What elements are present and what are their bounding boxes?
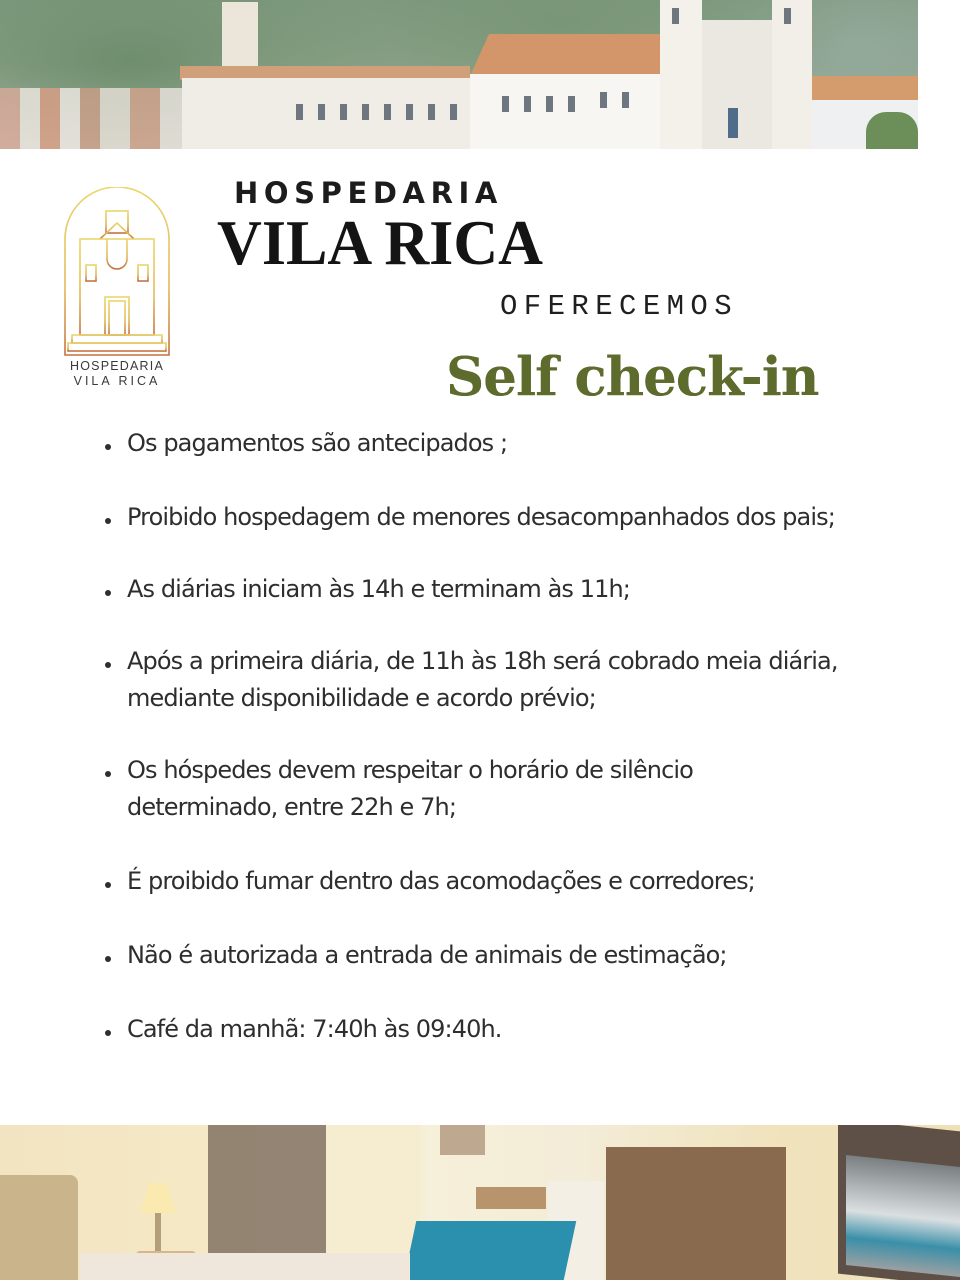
window (406, 104, 413, 120)
logo-line-2: VILA RICA (73, 374, 161, 388)
bedroom-photo (0, 1125, 960, 1280)
top-banner-photo (0, 0, 918, 149)
chest-of-drawers (606, 1147, 786, 1280)
window (318, 104, 325, 120)
window (622, 92, 629, 108)
window-curtain (440, 1125, 485, 1155)
window (728, 108, 738, 138)
rule-item: Os pagamentos são antecipados ; (103, 425, 903, 462)
house-rules-list (103, 425, 903, 1048)
mirror-reflection (846, 1155, 960, 1277)
window (672, 8, 679, 24)
lamp-base (155, 1213, 161, 1253)
window (600, 92, 607, 108)
rule-item: Não é autorizada a entrada de animais de estimação; (103, 937, 903, 974)
church-tower-right (772, 0, 812, 149)
bed (80, 1253, 410, 1280)
brand-subtitle: HOSPEDARIA (234, 176, 503, 210)
blue-blanket (404, 1221, 577, 1280)
lamp-shade (140, 1183, 176, 1213)
window (362, 104, 369, 120)
window (502, 96, 509, 112)
center-building-roof (470, 34, 660, 76)
bench (476, 1187, 546, 1209)
wardrobe (208, 1125, 326, 1270)
tree (866, 112, 918, 149)
town-houses (0, 88, 200, 149)
church-tower-left (660, 0, 702, 149)
brand-logo (62, 187, 172, 392)
window (784, 8, 791, 24)
church-facade (702, 20, 782, 149)
rule-item: Proibido hospedagem de menores desacompanhados dos pais; (103, 499, 907, 536)
window (524, 96, 531, 112)
church-logo-icon (62, 187, 172, 357)
logo-caption (62, 359, 172, 389)
feature-headline: Self check-in (446, 346, 819, 408)
rule-item: Café da manhã: 7:40h às 09:40h. (103, 1011, 903, 1048)
window (546, 96, 553, 112)
window (450, 104, 457, 120)
window (428, 104, 435, 120)
brand-title: VILA RICA (217, 207, 543, 278)
offer-label: OFERECEMOS (500, 290, 739, 323)
rule-item: Os hóspedes devem respeitar o horário de silêncio determinado, entre 22h e 7h; (103, 752, 827, 826)
window (296, 104, 303, 120)
window (340, 104, 347, 120)
window (568, 96, 575, 112)
window (384, 104, 391, 120)
center-building (470, 74, 660, 149)
rule-item: As diárias iniciam às 14h e terminam às 11h; (103, 571, 903, 608)
headboard (0, 1175, 78, 1280)
right-building-roof (812, 76, 918, 102)
rule-item: Após a primeira diária, de 11h às 18h será cobrado meia diária, mediante disponibilidade e acordo prévio; (103, 643, 887, 717)
logo-line-1: HOSPEDARIA (70, 359, 164, 373)
rule-item: É proibido fumar dentro das acomodações e corredores; (103, 863, 903, 900)
